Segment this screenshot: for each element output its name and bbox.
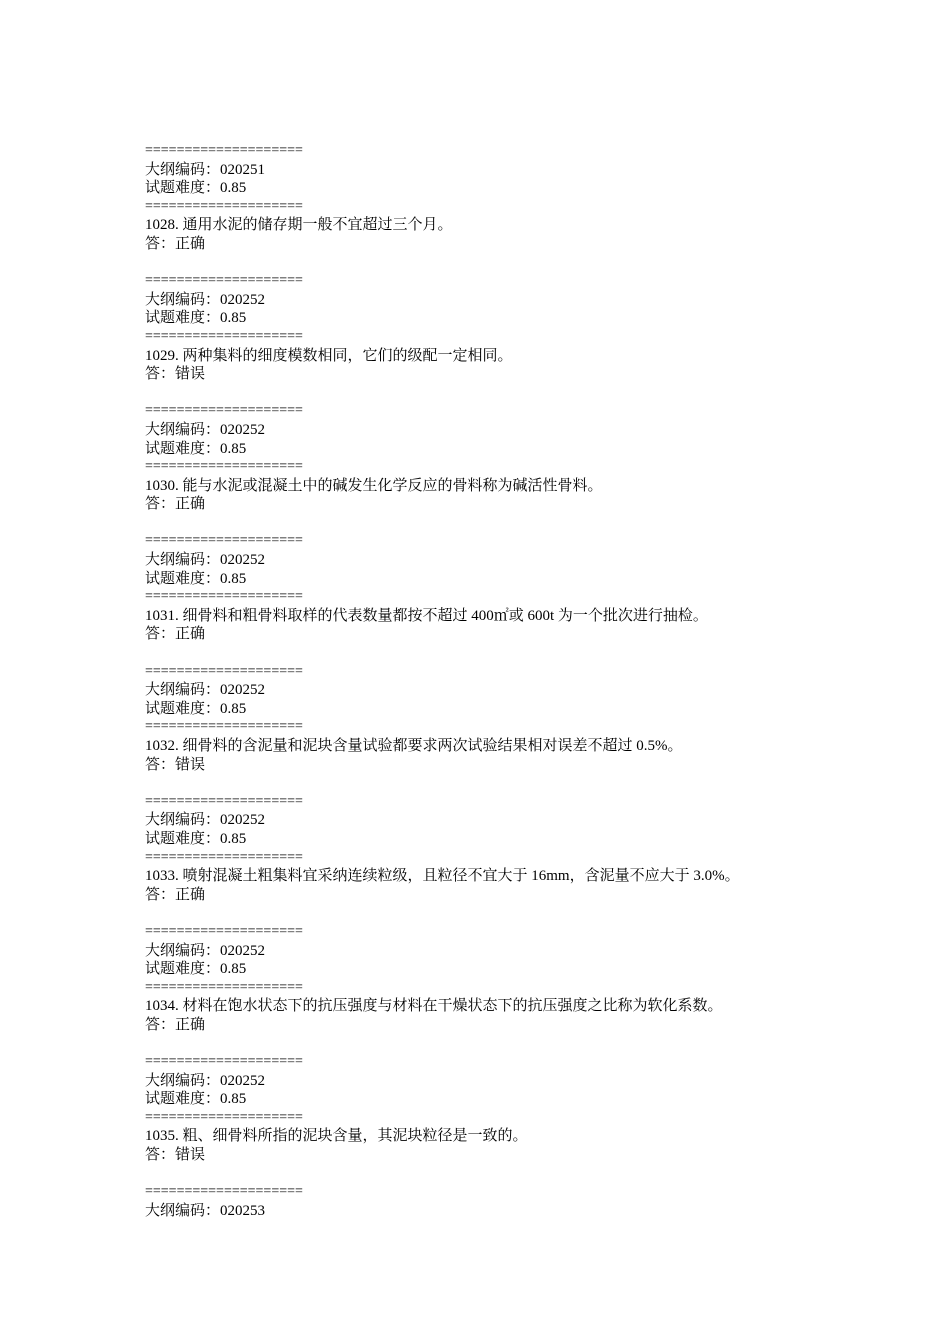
outline-code-value: 020251 (220, 161, 266, 178)
outline-code-label: 大纲编码： (145, 1202, 221, 1219)
outline-code (145, 161, 845, 180)
outline-code-value: 020253 (220, 1202, 266, 1219)
separator-line: ==================== (145, 198, 303, 214)
outline-code-label: 大纲编码： (145, 421, 221, 438)
difficulty (145, 570, 845, 589)
separator-line: ==================== (145, 1184, 303, 1200)
outline-code-label: 大纲编码： (145, 942, 221, 959)
question-text: 1031. 细骨料和粗骨料取样的代表数量都按不超过 400㎡或 600t 为一个批次进行抽检。 (145, 607, 708, 624)
difficulty-value: 0.85 (220, 1091, 247, 1108)
difficulty-value: 0.85 (220, 961, 247, 978)
outline-code-label: 大纲编码： (145, 291, 221, 308)
difficulty-value: 0.85 (220, 700, 247, 717)
question-text: 1035. 粗、细骨料所指的泥块含量，其泥块粒径是一致的。 (145, 1128, 528, 1145)
separator-line: ==================== (145, 1109, 303, 1125)
separator-line: ==================== (145, 459, 303, 475)
question-text: 1032. 细骨料的含泥量和泥块含量试验都要求两次试验结果相对误差不超过 0.5%。 (145, 738, 683, 754)
difficulty (145, 440, 845, 459)
answer (145, 1016, 845, 1035)
difficulty-label: 试题难度： (145, 700, 221, 717)
separator-line: ==================== (145, 663, 303, 679)
separator-line: ==================== (145, 719, 303, 735)
answer-value: 正确 (175, 1016, 206, 1033)
outline-code (145, 942, 845, 961)
separator-line: ==================== (145, 1054, 303, 1070)
difficulty-label: 试题难度： (145, 830, 221, 847)
outline-code-label: 大纲编码： (145, 682, 221, 699)
difficulty (145, 960, 845, 979)
answer-label: 答： (145, 886, 176, 903)
outline-code (145, 811, 845, 830)
blank-line (145, 1035, 845, 1054)
answer-label: 答： (145, 756, 176, 773)
difficulty-label: 试题难度： (145, 440, 221, 457)
question-text: 1034. 材料在饱水状态下的抗压强度与材料在干燥状态下的抗压强度之比称为软化系数。 (145, 998, 723, 1015)
outline-code-label: 大纲编码： (145, 552, 221, 569)
answer-value: 正确 (175, 235, 206, 252)
separator-line: ==================== (145, 589, 303, 605)
difficulty (145, 700, 845, 719)
blank-line (145, 774, 845, 793)
outline-code-value: 020252 (220, 421, 266, 438)
question-block (145, 402, 845, 532)
answer-label: 答： (145, 1147, 176, 1164)
difficulty-value: 0.85 (220, 180, 247, 197)
separator-line: ==================== (145, 923, 303, 939)
difficulty-value: 0.85 (220, 570, 247, 587)
question-block-partial (145, 1183, 845, 1220)
blank-line (145, 254, 845, 273)
outline-code-value: 020252 (220, 682, 266, 699)
outline-code (145, 421, 845, 440)
difficulty-value: 0.85 (220, 830, 247, 847)
blank-line (145, 514, 845, 533)
separator-line: ==================== (145, 979, 303, 995)
outline-code (145, 1202, 845, 1221)
answer-value: 错误 (175, 366, 206, 383)
outline-code-value: 020252 (220, 812, 266, 829)
answer-value: 正确 (175, 496, 206, 513)
answer (145, 1146, 845, 1165)
answer-value: 错误 (175, 756, 206, 773)
blank-line (145, 904, 845, 923)
answer-label: 答： (145, 496, 176, 513)
outline-code (145, 681, 845, 700)
answer (145, 365, 845, 384)
outline-code-label: 大纲编码： (145, 812, 221, 829)
separator-line: ==================== (145, 403, 303, 419)
difficulty-label: 试题难度： (145, 180, 221, 197)
difficulty-label: 试题难度： (145, 961, 221, 978)
difficulty-value: 0.85 (220, 440, 247, 457)
difficulty-label: 试题难度： (145, 1091, 221, 1108)
separator-line: ==================== (145, 849, 303, 865)
question-text: 1028. 通用水泥的储存期一般不宜超过三个月。 (145, 217, 453, 234)
difficulty (145, 309, 845, 328)
answer (145, 886, 845, 905)
outline-code-value: 020252 (220, 1072, 266, 1089)
difficulty (145, 179, 845, 198)
separator-line: ==================== (145, 273, 303, 289)
answer-value: 正确 (175, 886, 206, 903)
question-block (145, 793, 845, 923)
blank-line (145, 1165, 845, 1184)
difficulty (145, 1090, 845, 1109)
answer (145, 625, 845, 644)
separator-line: ==================== (145, 533, 303, 549)
difficulty-label: 试题难度： (145, 310, 221, 327)
document-body (145, 142, 845, 1220)
separator-line: ==================== (145, 793, 303, 809)
outline-code (145, 1072, 845, 1091)
question-text: 1029. 两种集料的细度模数相同，它们的级配一定相同。 (145, 347, 513, 364)
separator-line: ==================== (145, 143, 303, 158)
answer (145, 756, 845, 775)
difficulty (145, 830, 845, 849)
answer-label: 答： (145, 626, 176, 643)
answer (145, 495, 845, 514)
answer-label: 答： (145, 366, 176, 383)
question-block (145, 1053, 845, 1183)
difficulty-label: 试题难度： (145, 570, 221, 587)
outline-code (145, 291, 845, 310)
answer-value: 正确 (175, 626, 206, 643)
question-block (145, 272, 845, 402)
difficulty-value: 0.85 (220, 310, 247, 327)
answer (145, 235, 845, 254)
separator-line: ==================== (145, 328, 303, 344)
outline-code-label: 大纲编码： (145, 1072, 221, 1089)
outline-code (145, 551, 845, 570)
outline-code-value: 020252 (220, 552, 266, 569)
blank-line (145, 384, 845, 403)
question-text: 1033. 喷射混凝土粗集料宜采纳连续粒级，且粒径不宜大于 16mm，含泥量不应大于 3.0%。 (145, 868, 740, 885)
answer-value: 错误 (175, 1147, 206, 1164)
question-block (145, 663, 845, 793)
answer-label: 答： (145, 235, 176, 252)
answer-label: 答： (145, 1016, 176, 1033)
outline-code-value: 020252 (220, 291, 266, 308)
outline-code-value: 020252 (220, 942, 266, 959)
question-block (145, 532, 845, 662)
blank-line (145, 644, 845, 663)
outline-code-label: 大纲编码： (145, 161, 221, 178)
question-block (145, 142, 845, 272)
question-text: 1030. 能与水泥或混凝土中的碱发生化学反应的骨料称为碱活性骨料。 (145, 477, 603, 494)
question-block (145, 923, 845, 1053)
